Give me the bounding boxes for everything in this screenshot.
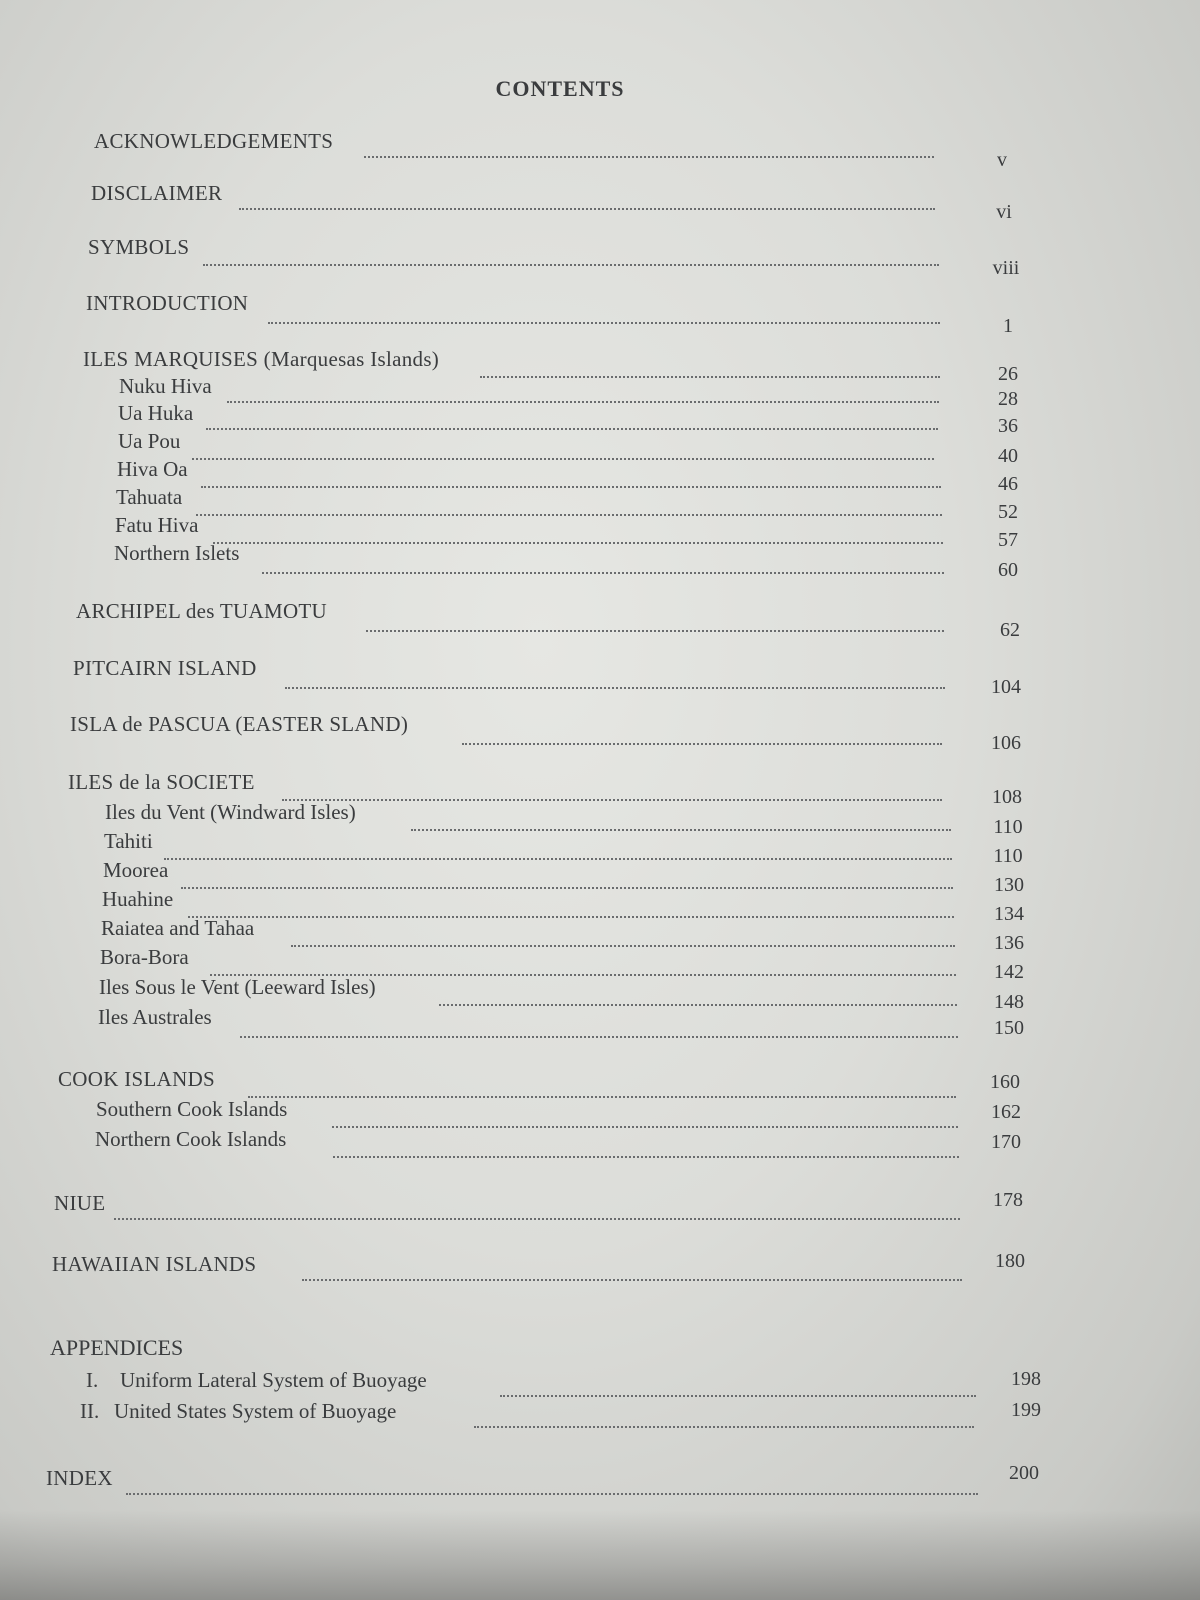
toc-label: DISCLAIMER — [91, 181, 223, 205]
toc-entry-acknowledgements[interactable] — [94, 128, 1034, 171]
toc-entry-southern-cook-islands[interactable] — [96, 1096, 1058, 1126]
toc-page-number: 136 — [994, 932, 1024, 954]
toc-page-number: 110 — [993, 816, 1023, 838]
toc-page-number: 178 — [993, 1189, 1023, 1211]
toc-label: Iles Sous le Vent (Leeward Isles) — [99, 975, 376, 999]
toc-label: HAWAIIAN ISLANDS — [52, 1252, 257, 1276]
toc-page-number: 148 — [994, 991, 1024, 1013]
toc-entry-fatu-hiva[interactable] — [115, 512, 1043, 551]
toc-entry-archipel-des-tuamotu[interactable] — [76, 598, 1046, 641]
toc-label: COOK ISLANDS — [58, 1067, 216, 1091]
toc-label: Huahine — [102, 887, 174, 911]
toc-label: Tahuata — [116, 485, 183, 509]
toc-label: SYMBOLS — [88, 235, 190, 259]
toc-entry-index[interactable] — [46, 1462, 1076, 1495]
toc-entry-iles-australes[interactable] — [98, 1004, 1060, 1039]
dot-leader — [366, 630, 944, 632]
toc-label: INTRODUCTION — [86, 291, 249, 315]
toc-label: Bora-Bora — [100, 945, 189, 969]
toc-label — [86, 1368, 427, 1393]
toc-page-number: 46 — [998, 473, 1018, 495]
toc-entry-pitcairn-island[interactable] — [73, 655, 1048, 698]
toc-page-number: 160 — [990, 1071, 1020, 1093]
appendix-title: United States System of Buoyage — [114, 1399, 397, 1423]
toc-page-number: 26 — [998, 363, 1018, 385]
toc-page-number: 170 — [991, 1131, 1021, 1153]
toc-label: Nuku Hiva — [119, 374, 212, 398]
toc-page-number: 106 — [991, 732, 1021, 754]
toc-page-number: 108 — [992, 786, 1022, 808]
toc-label: ISLA de PASCUA (EASTER SLAND) — [70, 712, 409, 736]
toc-label: Northern Cook Islands — [95, 1127, 287, 1151]
toc-page-number: 134 — [994, 903, 1024, 925]
toc-entry-cook-islands[interactable] — [58, 1066, 1058, 1096]
toc-label: Northern Islets — [114, 541, 240, 565]
toc-page-number: 162 — [991, 1101, 1021, 1123]
toc-entry-nuku-hiva[interactable] — [119, 373, 1039, 410]
toc-page-number: 199 — [1011, 1399, 1041, 1421]
toc-entry-moorea[interactable] — [103, 857, 1053, 896]
dot-leader — [239, 208, 935, 210]
toc-label: NIUE — [54, 1191, 106, 1215]
toc-page-number: 57 — [998, 529, 1018, 551]
toc-entry-iles-du-vent[interactable] — [105, 799, 1050, 838]
contents-title: CONTENTS — [495, 76, 625, 101]
toc-entry-iles-marquises[interactable] — [83, 346, 1038, 385]
dot-leader — [114, 1218, 960, 1220]
dot-leader — [262, 572, 944, 574]
appendix-numeral: II. — [80, 1399, 100, 1423]
toc-entry-hiva-oa[interactable] — [117, 456, 1042, 495]
toc-page-number: 130 — [994, 874, 1024, 896]
dot-leader — [333, 1156, 959, 1158]
toc-page-number: 36 — [998, 415, 1018, 437]
toc-label: Moorea — [103, 858, 169, 882]
toc-page-number: 52 — [998, 501, 1018, 523]
dot-leader — [462, 743, 942, 745]
toc-entry-northern-cook-islands[interactable] — [95, 1126, 1060, 1156]
toc-entry-tahuata[interactable] — [116, 484, 1043, 523]
toc-label: ARCHIPEL des TUAMOTU — [76, 599, 327, 623]
toc-page-number: 200 — [1009, 1462, 1039, 1484]
toc-page-number: 60 — [998, 559, 1018, 581]
toc-page-number: 62 — [1000, 619, 1020, 641]
toc-label: PITCAIRN ISLAND — [73, 656, 257, 680]
toc-page-number: 150 — [994, 1017, 1024, 1039]
toc-label: Fatu Hiva — [115, 513, 199, 537]
toc-label: ACKNOWLEDGEMENTS — [94, 129, 334, 153]
appendix-title: Uniform Lateral System of Buoyage — [120, 1368, 427, 1392]
toc-label: Raiatea and Tahaa — [101, 916, 255, 940]
toc-entry-raiatea-and-tahaa[interactable] — [101, 915, 1056, 954]
toc-entry-huahine[interactable] — [102, 886, 1054, 925]
toc-label: Iles du Vent (Windward Isles) — [105, 800, 356, 824]
toc-label: Tahiti — [104, 829, 153, 853]
toc-entry-iles-sous-le-vent[interactable] — [99, 974, 1059, 1013]
appendix-numeral: I. — [86, 1368, 99, 1392]
toc-page-number: 104 — [991, 676, 1021, 698]
toc-entry-isla-de-pascua[interactable] — [70, 711, 1048, 754]
dot-leader — [302, 1279, 962, 1281]
dot-leader — [240, 1036, 958, 1038]
toc-label: ILES MARQUISES (Marquesas Islands) — [83, 347, 440, 371]
toc-entry-bora-bora[interactable] — [100, 944, 1058, 983]
toc-page-number: 180 — [995, 1250, 1025, 1272]
dot-leader — [364, 156, 934, 158]
dot-leader — [285, 687, 945, 689]
toc-entry-ua-pou[interactable] — [118, 428, 1038, 467]
appendices-heading: APPENDICES — [50, 1335, 184, 1360]
toc-label: Hiva Oa — [117, 457, 188, 481]
toc-label: Iles Australes — [98, 1005, 212, 1029]
toc-entry-hawaiian-islands[interactable] — [52, 1251, 1067, 1281]
toc-page-number: 1 — [1003, 315, 1013, 337]
toc-entry-northern-islets[interactable] — [114, 540, 1044, 581]
toc-entry-symbols[interactable] — [88, 234, 1033, 279]
dot-leader — [500, 1395, 976, 1397]
toc-page-number: viii — [992, 257, 1020, 279]
toc-page-number: 198 — [1011, 1368, 1041, 1390]
toc-label: INDEX — [46, 1466, 113, 1490]
toc-label: Ua Huka — [118, 401, 194, 425]
toc-label: ILES de la SOCIETE — [68, 770, 255, 794]
toc-page-number: 40 — [998, 445, 1018, 467]
dot-leader — [474, 1426, 974, 1428]
dot-leader — [126, 1493, 978, 1495]
dot-leader — [203, 264, 939, 266]
toc-entry-niue[interactable] — [54, 1190, 1064, 1220]
toc-entry-disclaimer[interactable] — [91, 180, 1031, 223]
toc-page-number: 142 — [994, 961, 1024, 983]
toc-entry-introduction[interactable] — [86, 290, 1036, 337]
toc-page-number: 110 — [993, 845, 1023, 867]
toc-page-number: vi — [996, 201, 1012, 223]
toc-label: Southern Cook Islands — [96, 1097, 288, 1121]
toc-entry-appendix-ii[interactable] — [80, 1398, 1070, 1428]
toc-entry-iles-de-la-societe[interactable] — [68, 769, 1048, 808]
toc-label: Ua Pou — [118, 429, 181, 453]
toc-entry-tahiti[interactable] — [104, 828, 1052, 867]
toc-entry-ua-huka[interactable] — [118, 400, 1038, 437]
dot-leader — [268, 322, 940, 324]
toc-page-number: 28 — [998, 388, 1018, 410]
toc-label — [80, 1399, 396, 1424]
toc-page-number: v — [997, 149, 1007, 171]
toc-entry-appendix-i[interactable] — [86, 1367, 1071, 1397]
